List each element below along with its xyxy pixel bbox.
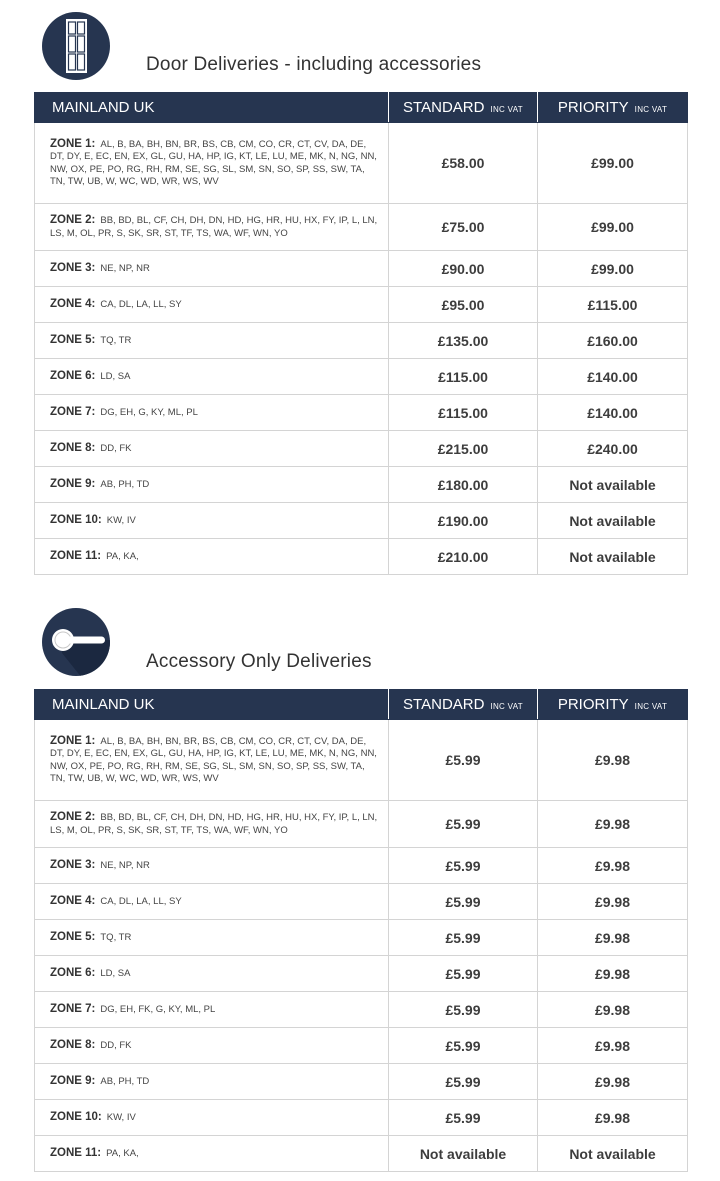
zone-label: ZONE 8: <box>50 1038 96 1051</box>
priority-price: Not available <box>538 1136 688 1172</box>
zone-cell <box>35 1028 389 1064</box>
zone-label: ZONE 9: <box>50 477 96 490</box>
zone-cell <box>35 359 389 395</box>
postcode-list: NE, NP, NR <box>100 262 150 274</box>
door-deliveries-section <box>0 0 720 590</box>
table-row <box>35 467 688 503</box>
postcode-list: BB, BD, BL, CF, CH, DH, DN, HD, HG, HR, HU, HX, FY, IP, L, LN, LS, M, OL, PR, S, SK, SR, ST, TF, TS, WA, WF, WN, YO <box>50 215 378 239</box>
standard-header: STANDARD INC VAT <box>389 690 538 720</box>
postcode-list: LD, SA <box>100 370 131 382</box>
zone-cell <box>35 503 389 539</box>
priority-price: £9.98 <box>538 1100 688 1136</box>
inc-vat-note: INC VAT <box>490 105 523 114</box>
postcode-list: DD, FK <box>100 442 132 454</box>
zone-label: ZONE 3: <box>50 261 96 274</box>
zone-cell <box>35 801 389 848</box>
priority-price: £99.00 <box>538 123 688 204</box>
postcode-list: KW, IV <box>106 514 136 526</box>
zone-label: ZONE 4: <box>50 894 96 907</box>
priority-price: £160.00 <box>538 323 688 359</box>
standard-price: £115.00 <box>389 359 538 395</box>
standard-price: £5.99 <box>389 956 538 992</box>
zone-cell <box>35 1100 389 1136</box>
priority-price: £99.00 <box>538 251 688 287</box>
postcode-list: AL, B, BA, BH, BN, BR, BS, CB, CM, CO, CR, CT, CV, DA, DE, DT, DY, E, EC, EN, EX, GL, GU, HA, HP, IG, KT, LE, LU, ME, MK, N, NG, NN, NW, OX, PE, PO, RG, RH, RM, SE, SG, SL, SM, SN, SO, SP, SS, SW, TA, TN, TW, UB, W, WC, WD, WR, WS, WV <box>50 138 377 187</box>
standard-price: £5.99 <box>389 801 538 848</box>
inc-vat-note: INC VAT <box>634 105 668 114</box>
zone-label: ZONE 4: <box>50 297 96 310</box>
table-row <box>35 359 688 395</box>
standard-price: £5.99 <box>389 848 538 884</box>
standard-price: £115.00 <box>389 395 538 431</box>
postcode-list: LD, SA <box>100 967 131 979</box>
postcode-list: DG, EH, FK, G, KY, ML, PL <box>100 1003 216 1015</box>
zone-cell <box>35 884 389 920</box>
table-row <box>35 956 688 992</box>
priority-price: £240.00 <box>538 431 688 467</box>
table-row <box>35 503 688 539</box>
zone-cell <box>35 287 389 323</box>
door-delivery-rates-table <box>34 92 688 575</box>
zone-label: ZONE 7: <box>50 405 96 418</box>
table-row <box>35 204 688 251</box>
zone-cell <box>35 720 389 801</box>
table-row <box>35 251 688 287</box>
postcode-list: AB, PH, TD <box>100 1075 150 1087</box>
standard-price: £5.99 <box>389 1028 538 1064</box>
table-row <box>35 992 688 1028</box>
zone-label: ZONE 11: <box>50 549 102 562</box>
postcode-list: KW, IV <box>106 1111 136 1123</box>
zone-label: ZONE 10: <box>50 513 102 526</box>
region-header: MAINLAND UK <box>35 93 389 123</box>
standard-price: £210.00 <box>389 539 538 575</box>
table-row <box>35 1136 688 1172</box>
standard-header: STANDARD INC VAT <box>389 93 538 123</box>
zone-label: ZONE 9: <box>50 1074 96 1087</box>
zone-cell <box>35 539 389 575</box>
priority-price: £140.00 <box>538 359 688 395</box>
priority-price: £99.00 <box>538 204 688 251</box>
priority-price: £9.98 <box>538 848 688 884</box>
standard-price: £180.00 <box>389 467 538 503</box>
zone-label: ZONE 3: <box>50 858 96 871</box>
table-row <box>35 1100 688 1136</box>
priority-price: £115.00 <box>538 287 688 323</box>
postcode-list: BB, BD, BL, CF, CH, DH, DN, HD, HG, HR, HU, HX, FY, IP, L, LN, LS, M, OL, PR, S, SK, SR, ST, TF, TS, WA, WF, WN, YO <box>50 812 378 836</box>
zone-label: ZONE 6: <box>50 369 96 382</box>
priority-header: PRIORITY INC VAT <box>538 93 688 123</box>
zone-cell <box>35 395 389 431</box>
zone-label: ZONE 5: <box>50 333 96 346</box>
zone-label: ZONE 2: <box>50 811 96 824</box>
door-icon <box>42 12 110 80</box>
zone-cell <box>35 848 389 884</box>
priority-price: Not available <box>538 503 688 539</box>
standard-price: £5.99 <box>389 920 538 956</box>
standard-price: £5.99 <box>389 1064 538 1100</box>
table-row <box>35 920 688 956</box>
standard-price: £90.00 <box>389 251 538 287</box>
table-row <box>35 1028 688 1064</box>
zone-cell <box>35 323 389 359</box>
table-row <box>35 1064 688 1100</box>
priority-price: Not available <box>538 539 688 575</box>
region-header: MAINLAND UK <box>35 690 389 720</box>
postcode-list: PA, KA, <box>106 550 139 562</box>
table-row <box>35 848 688 884</box>
postcode-list: AL, B, BA, BH, BN, BR, BS, CB, CM, CO, CR, CT, CV, DA, DE, DT, DY, E, EC, EN, EX, GL, GU, HA, HP, IG, KT, LE, LU, ME, MK, N, NG, NN, NW, OX, PE, PO, RG, RH, RM, SE, SG, SL, SM, SN, SO, SP, SS, SW, TA, TN, TW, UB, W, WC, WD, WR, WS, WV <box>50 735 377 784</box>
zone-label: ZONE 1: <box>50 734 96 747</box>
priority-price: Not available <box>538 467 688 503</box>
zone-cell <box>35 251 389 287</box>
table-header-row <box>35 93 688 123</box>
standard-price: £58.00 <box>389 123 538 204</box>
zone-label: ZONE 1: <box>50 137 96 150</box>
standard-price: £5.99 <box>389 884 538 920</box>
priority-price: £9.98 <box>538 884 688 920</box>
zone-cell <box>35 204 389 251</box>
postcode-list: AB, PH, TD <box>100 478 150 490</box>
accessory-delivery-rates-table <box>34 689 688 1172</box>
zone-label: ZONE 2: <box>50 214 96 227</box>
table-row <box>35 539 688 575</box>
priority-price: £9.98 <box>538 956 688 992</box>
zone-cell <box>35 1136 389 1172</box>
postcode-list: DD, FK <box>100 1039 132 1051</box>
zone-cell <box>35 956 389 992</box>
priority-price: £9.98 <box>538 801 688 848</box>
standard-price: £5.99 <box>389 720 538 801</box>
table-row <box>35 395 688 431</box>
zone-cell <box>35 123 389 204</box>
priority-price: £9.98 <box>538 1064 688 1100</box>
door-handle-icon <box>42 608 110 676</box>
zone-cell <box>35 431 389 467</box>
standard-price: £95.00 <box>389 287 538 323</box>
table-row <box>35 801 688 848</box>
postcode-list: CA, DL, LA, LL, SY <box>100 298 182 310</box>
postcode-list: NE, NP, NR <box>100 859 150 871</box>
inc-vat-note: INC VAT <box>634 702 668 711</box>
postcode-list: DG, EH, G, KY, ML, PL <box>100 406 198 418</box>
accessory-deliveries-section <box>0 590 720 1181</box>
table-row <box>35 884 688 920</box>
priority-price: £9.98 <box>538 1028 688 1064</box>
postcode-list: CA, DL, LA, LL, SY <box>100 895 182 907</box>
table-header-row <box>35 690 688 720</box>
table-row <box>35 287 688 323</box>
table-row <box>35 431 688 467</box>
table-row <box>35 720 688 801</box>
table-row <box>35 123 688 204</box>
section-title: Accessory Only Deliveries <box>146 651 372 672</box>
postcode-list: TQ, TR <box>100 334 132 346</box>
postcode-list: TQ, TR <box>100 931 132 943</box>
standard-price: £5.99 <box>389 1100 538 1136</box>
zone-cell <box>35 920 389 956</box>
zone-label: ZONE 11: <box>50 1146 102 1159</box>
priority-price: £9.98 <box>538 992 688 1028</box>
zone-cell <box>35 1064 389 1100</box>
zone-label: ZONE 5: <box>50 930 96 943</box>
inc-vat-note: INC VAT <box>490 702 523 711</box>
standard-price: Not available <box>389 1136 538 1172</box>
zone-cell <box>35 992 389 1028</box>
priority-price: £9.98 <box>538 720 688 801</box>
standard-price: £75.00 <box>389 204 538 251</box>
standard-price: £5.99 <box>389 992 538 1028</box>
zone-label: ZONE 10: <box>50 1110 102 1123</box>
zone-label: ZONE 7: <box>50 1002 96 1015</box>
standard-price: £215.00 <box>389 431 538 467</box>
zone-label: ZONE 8: <box>50 441 96 454</box>
standard-price: £135.00 <box>389 323 538 359</box>
zone-label: ZONE 6: <box>50 966 96 979</box>
standard-price: £190.00 <box>389 503 538 539</box>
postcode-list: PA, KA, <box>106 1147 139 1159</box>
priority-price: £140.00 <box>538 395 688 431</box>
table-row <box>35 323 688 359</box>
section-title: Door Deliveries - including accessories <box>146 54 482 75</box>
priority-header: PRIORITY INC VAT <box>538 690 688 720</box>
priority-price: £9.98 <box>538 920 688 956</box>
zone-cell <box>35 467 389 503</box>
